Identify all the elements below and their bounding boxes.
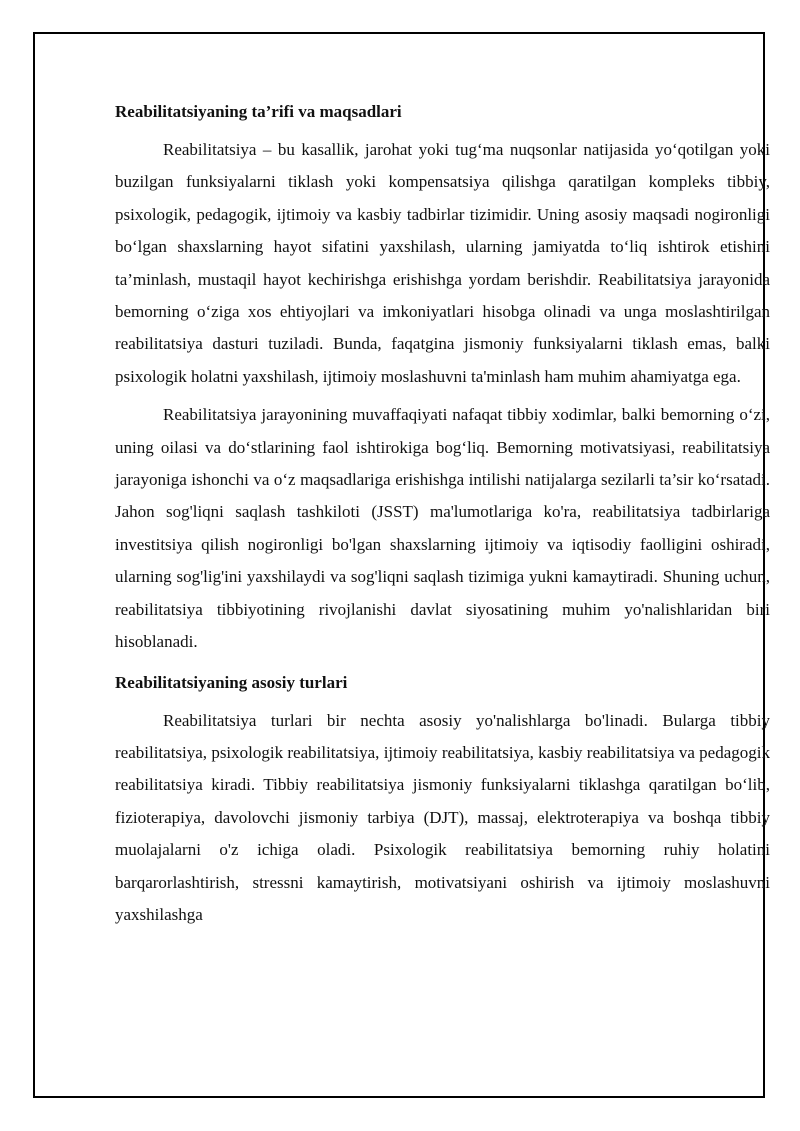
paragraph-types: Reabilitatsiya turlari bir nechta asosiy yo'nalishlarga bo'linadi. Bularga tibbiy reabilitatsiya, psixologik reabilitatsiya, ijtimoiy reabilitatsiya, kasbiy reabilitatsiya va pedagogik reabilitatsiya kiradi. Tibbiy reabilitatsiya jismoniy funksiyalarni tiklashga qaratilgan bo‘lib, fizioterapiya, davolovchi jismoniy tarbiya (DJT), massaj, elektroterapiya va boshqa tibbiy muolajalarni o'z ichiga oladi. Psixologik reabilitatsiya bemorning ruhiy holatini barqarorlashtirish, stressni kamaytirish, motivatsiyani oshirish va ijtimoiy moslashuvni yaxshilashga — [115, 710, 770, 924]
paragraph-definition: Reabilitatsiya – bu kasallik, jarohat yoki tug‘ma nuqsonlar natijasida yo‘qotilgan yoki buzilgan funksiyalarni tiklash yoki kompensatsiya qilishga qaratilgan kompleks tibbiy, psixologik, pedagogik, ijtimoiy va kasbiy tadbirlar tizimidir. Uning asosiy maqsadi nogironligi bo‘lgan shaxslarning hayot sifatini yaxshilash, ularning jamiyatda to‘liq ishtirok etishini ta’minlash, mustaqil hayot kechirishga erishishga yordam berishdir. Reabilitatsiya jarayonida bemorning o‘ziga xos ehtiyojlari va imkoniyatlari hisobga olinadi va unga moslashtirilgan reabilitatsiya dasturi tuziladi. Bunda, faqatgina jismoniy funksiyalarni tiklash emas, balki psixologik holatni yaxshilash, ijtimoiy moslashuvni ta'minlash ham muhim ahamiyatga ega. — [115, 140, 770, 386]
section-heading-types: Reabilitatsiyaning asosiy turlari — [115, 672, 348, 692]
paragraph-success-factors: Reabilitatsiya jarayonining muvaffaqiyati nafaqat tibbiy xodimlar, balki bemorning o‘zi, uning oilasi va do‘stlarining faol ishtirokiga bog‘liq. Bemorning motivatsiyasi, reabilitatsiya jarayoniga ishonchi va o‘z maqsadlariga erishishga intilishi natijalarga sezilarli ta’sir ko‘rsatadi. Jahon sog'liqni saqlash tashkiloti (JSST) ma'lumotlariga ko'ra, reabilitatsiya tadbirlariga investitsiya qilish nogironligi bo'lgan shaxslarning ijtimoiy va iqtisodiy faolligini oshiradi, ularning sog'lig'ini yaxshilaydi va sog'liqni saqlash tizimiga yukni kamaytiradi. Shuning uchun, reabilitatsiya tibbiyotining rivojlanishi davlat siyosatining muhim yo'nalishlaridan biri hisoblanadi. — [115, 405, 770, 652]
document-body — [115, 96, 770, 937]
section-heading-definition: Reabilitatsiyaning ta’rifi va maqsadlari — [115, 102, 402, 121]
